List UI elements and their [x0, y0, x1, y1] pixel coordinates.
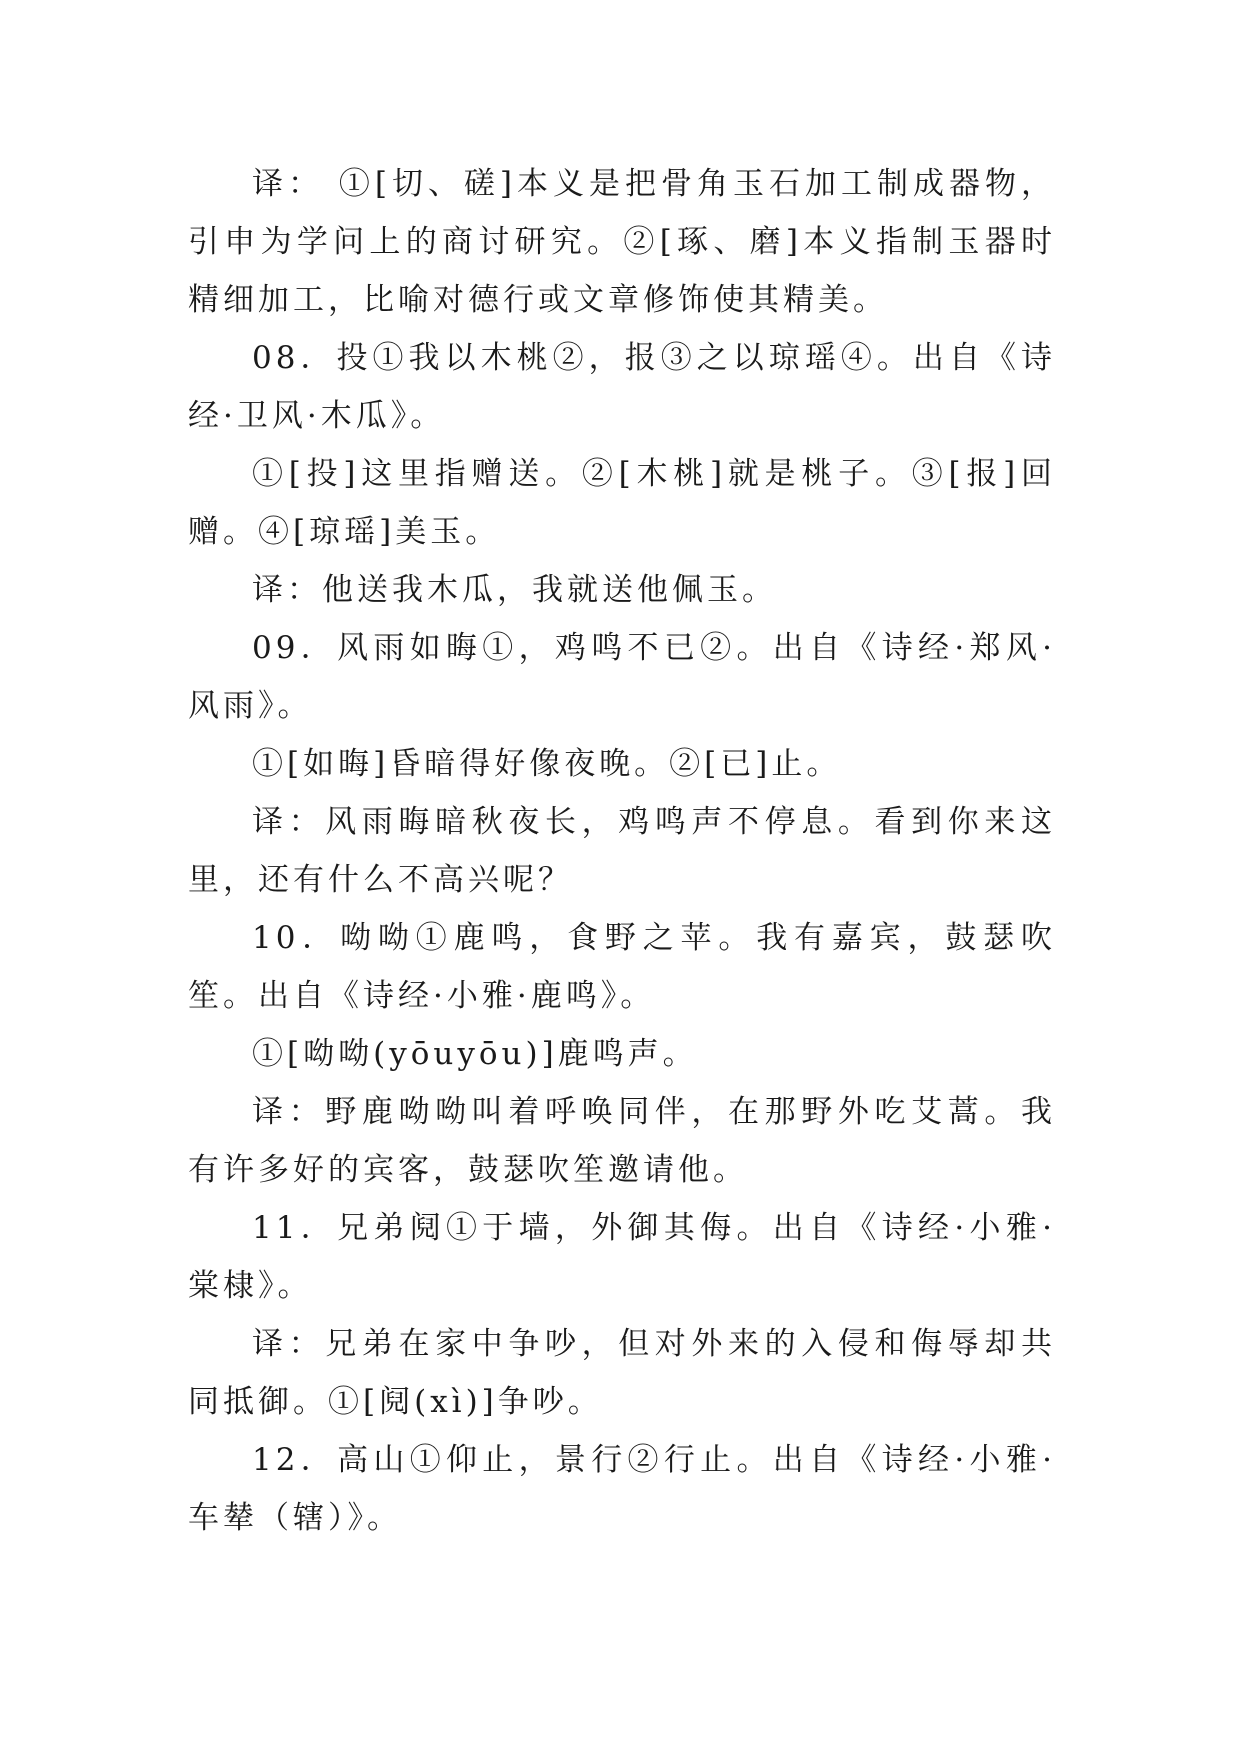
paragraph-poem-11: 11．兄弟阋①于墙，外御其侮。出自《诗经·小雅·棠棣》。 [188, 1210, 1056, 1304]
paragraph-translation-08: 译：他送我木瓜，我就送他佩玉。 [252, 572, 777, 608]
paragraph-translation-10: 译：野鹿呦呦叫着呼唤同伴，在那野外吃艾蒿。我有许多好的宾客，鼓瑟吹笙邀请他。 [188, 1094, 1056, 1188]
document-body [188, 155, 1056, 1547]
paragraph-notes-09: ①[如晦]昏暗得好像夜晚。②[已]止。 [252, 746, 842, 782]
paragraph-poem-08: 08．投①我以木桃②，报③之以琼瑶④。出自《诗经·卫风·木瓜》。 [188, 340, 1056, 434]
paragraph-translation-09: 译：风雨晦暗秋夜长，鸡鸣声不停息。看到你来这里，还有什么不高兴呢？ [188, 804, 1056, 898]
paragraph-notes-08: ①[投]这里指赠送。②[木桃]就是桃子。③[报]回赠。④[琼瑶]美玉。 [188, 456, 1056, 550]
paragraph-poem-09: 09．风雨如晦①，鸡鸣不已②。出自《诗经·郑风·风雨》。 [188, 630, 1056, 724]
paragraph-translation-11: 译：兄弟在家中争吵，但对外来的入侵和侮辱却共同抵御。①[阋(xì)]争吵。 [188, 1326, 1056, 1420]
paragraph-poem-10: 10．呦呦①鹿鸣，食野之苹。我有嘉宾，鼓瑟吹笙。出自《诗经·小雅·鹿鸣》。 [188, 920, 1056, 1014]
paragraph-notes-10: ①[呦呦(yōuyōu)]鹿鸣声。 [252, 1036, 698, 1072]
paragraph-poem-12: 12．高山①仰止，景行②行止。出自《诗经·小雅·车辇（辖）》。 [188, 1442, 1056, 1536]
paragraph-translation-qiecuo: 译： ①[切、磋]本义是把骨角玉石加工制成器物，引申为学问上的商讨研究。②[琢、磨]本义指制玉器时精细加工，比喻对德行或文章修饰使其精美。 [188, 166, 1056, 318]
